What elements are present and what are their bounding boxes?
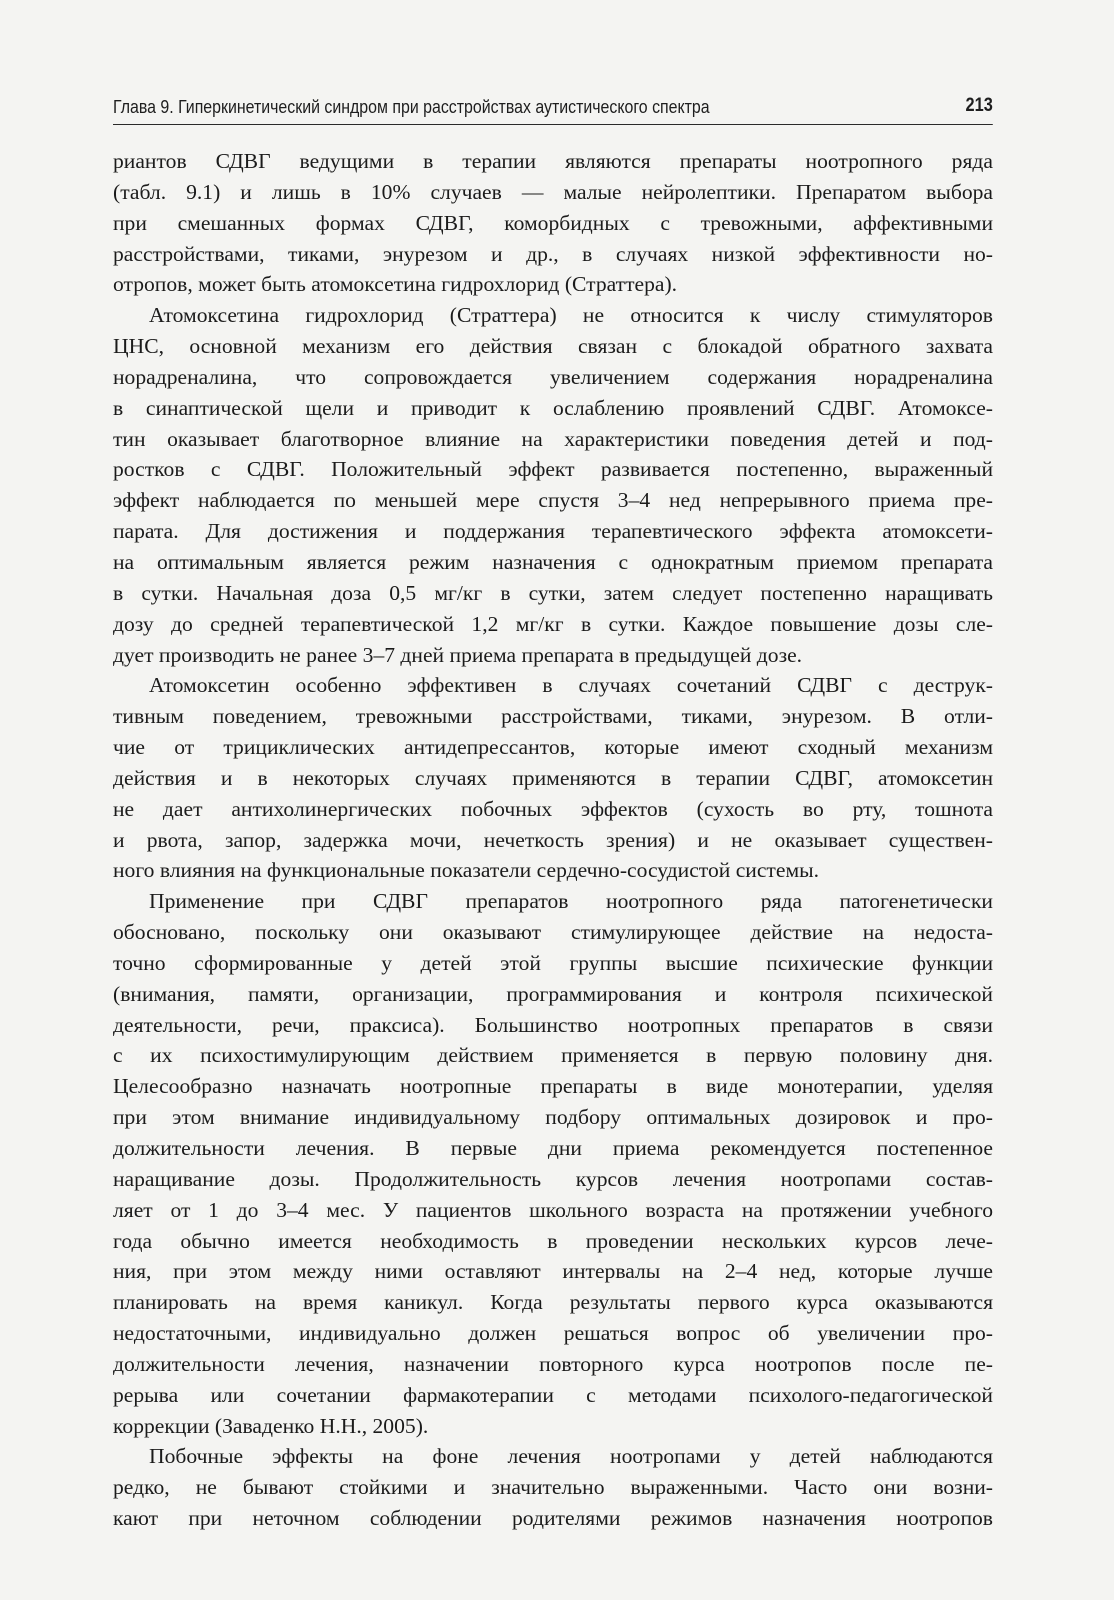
text-line: риантов СДВГ ведущими в терапии являются препараты ноотропного ряда	[113, 149, 993, 173]
paragraph	[113, 1441, 993, 1534]
text-line: парата. Для достижения и поддержания терапевтического эффекта атомоксети-	[113, 519, 993, 544]
text-line: (внимания, памяти, организации, программирования и контроля психической	[113, 981, 993, 1006]
text-line: и рвота, запор, задержка мочи, нечеткость зрения) и не оказывает существен-	[113, 827, 993, 852]
text-line: редко, не бывают стойкими и значительно выраженными. Часто они возни-	[113, 1475, 993, 1500]
text-line: норадреналина, что сопровождается увеличением содержания норадреналина	[113, 364, 993, 389]
text-line: планировать на время каникул. Когда результаты первого курса оказываются	[113, 1290, 993, 1315]
text-line: чие от трициклических антидепрессантов, которые имеют сходный механизм	[113, 735, 993, 760]
text-line: расстройствами, тиками, энурезом и др., в случаях низкой эффективности но-	[113, 241, 993, 266]
text-line: наращивание дозы. Продолжительность курсов лечения ноотропами состав-	[113, 1166, 993, 1191]
text-line: должительности лечения. В первые дни приема рекомендуется постепенное	[113, 1136, 993, 1160]
text-line: ляет от 1 до 3–4 мес. У пациентов школьного возраста на протяжении учебного	[113, 1197, 993, 1222]
paragraph	[113, 886, 993, 1441]
text-line: в синаптической щели и приводит к ослаблению проявлений СДВГ. Атомоксе-	[113, 395, 993, 420]
text-line: точно сформированные у детей этой группы высшие психические функции	[113, 950, 993, 975]
text-line: ЦНС, основной механизм его действия связан с блокадой обратного захвата	[113, 334, 993, 359]
text-line: деятельности, речи, праксиса). Большинство ноотропных препаратов в связи	[113, 1012, 993, 1037]
page-number: 213	[965, 95, 993, 116]
running-header	[113, 94, 993, 125]
text-line: в сутки. Начальная доза 0,5 мг/кг в сутки, затем следует постепенно наращивать	[113, 580, 993, 605]
paragraph	[113, 146, 993, 300]
text-line: ния, при этом между ними оставляют интервалы на 2–4 нед, которые лучше	[113, 1259, 993, 1284]
text-line: не дает антихолинергических побочных эффектов (сухость во рту, тошнота	[113, 796, 993, 821]
text-line: с их психостимулирующим действием применяется в первую половину дня.	[113, 1043, 993, 1068]
paragraph	[113, 670, 993, 886]
text-line: дозу до средней терапевтической 1,2 мг/кг в сутки. Каждое повышение дозы сле-	[113, 611, 993, 636]
chapter-title: Глава 9. Гиперкинетический синдром при расстройствах аутистического спектра	[113, 96, 710, 117]
text-line: Побочные эффекты на фоне лечения ноотропами у детей наблюдаются	[149, 1444, 993, 1469]
text-line: недостаточными, индивидуально должен решаться вопрос об увеличении про-	[113, 1321, 993, 1346]
text-line: действия и в некоторых случаях применяются в терапии СДВГ, атомоксетин	[113, 765, 993, 790]
text-line: при этом внимание индивидуальному подбору оптимальных дозировок и про-	[113, 1105, 993, 1130]
text-line: рерыва или сочетании фармакотерапии с методами психолого-педагогической	[113, 1382, 993, 1407]
text-line: на оптимальным является режим назначения с однократным приемом препарата	[113, 549, 993, 574]
text-line: Применение при СДВГ препаратов ноотропного ряда патогенетически	[149, 889, 993, 914]
text-line: должительности лечения, назначении повторного курса ноотропов после пе-	[113, 1351, 993, 1376]
text-line: обосновано, поскольку они оказывают стимулирующее действие на недоста-	[113, 920, 993, 945]
text-line: коррекции (Заваденко Н.Н., 2005).	[113, 1413, 429, 1438]
text-line: Атомоксетина гидрохлорид (Страттера) не относится к числу стимуляторов	[149, 303, 993, 328]
body-text	[113, 146, 993, 1534]
text-line: года обычно имеется необходимость в проведении нескольких курсов лече-	[113, 1228, 993, 1253]
text-line: (табл. 9.1) и лишь в 10% случаев — малые нейролептики. Препаратом выбора	[113, 179, 993, 204]
text-line: при смешанных формах СДВГ, коморбидных с тревожными, аффективными	[113, 210, 993, 235]
text-line: ного влияния на функциональные показатели сердечно-сосудистой системы.	[113, 858, 820, 883]
text-line: эффект наблюдается по меньшей мере спустя 3–4 нед непрерывного приема пре-	[113, 488, 993, 513]
text-line: тин оказывает благотворное влияние на характеристики поведения детей и под-	[113, 426, 993, 451]
text-line: тивным поведением, тревожными расстройствами, тиками, энурезом. В отли-	[113, 704, 993, 729]
text-line: отропов, может быть атомоксетина гидрохлорид (Страттера).	[113, 272, 678, 297]
paragraph	[113, 300, 993, 670]
text-line: Атомоксетин особенно эффективен в случаях сочетаний СДВГ с деструк-	[149, 673, 993, 698]
text-line: кают при неточном соблюдении родителями режимов назначения ноотропов	[113, 1506, 993, 1531]
text-line: Целесообразно назначать ноотропные препараты в виде монотерапии, уделяя	[113, 1074, 993, 1099]
text-line: ростков с СДВГ. Положительный эффект развивается постепенно, выраженный	[113, 457, 993, 482]
text-line: дует производить не ранее 3–7 дней приема препарата в предыдущей дозе.	[113, 642, 803, 667]
